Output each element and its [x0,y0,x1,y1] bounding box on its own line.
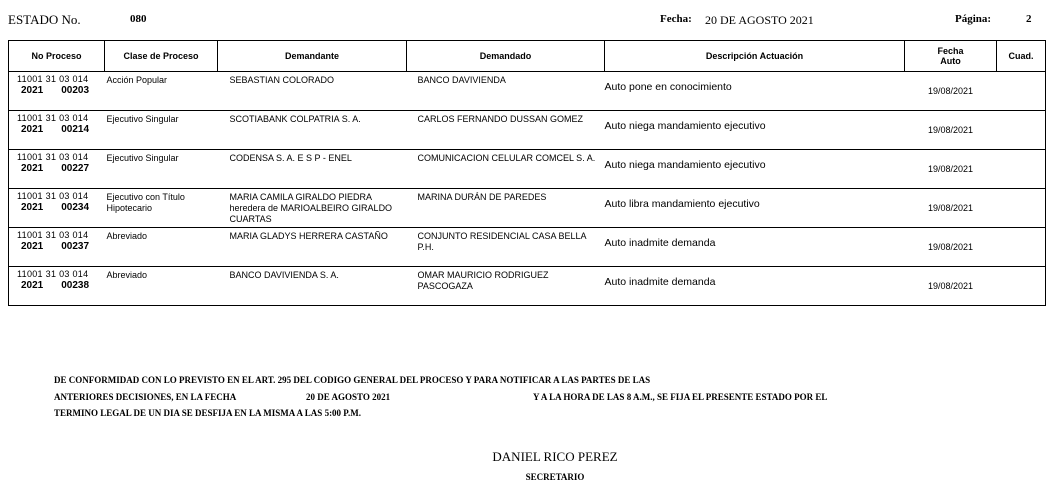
clase-proceso-text: Ejecutivo Singular [106,114,179,124]
descripcion-text: Auto libra mandamiento ejecutivo [604,198,760,210]
proceso-year: 2021 [21,163,44,174]
cell-descripcion [605,267,905,306]
proceso-code: 11001 31 03 014 [17,113,89,123]
footer-line-2-date: 20 DE AGOSTO 2021 [306,392,391,402]
demandante-text: BANCO DAVIVIENDA S. A. [229,270,339,280]
demandante-text: SCOTIABANK COLPATRIA S. A. [229,114,361,124]
cell-demandado [407,150,605,189]
cell-descripcion [605,72,905,111]
demandado-text: CARLOS FERNANDO DUSSAN GOMEZ [417,114,584,124]
col-clase-proceso: Clase de Proceso [105,41,218,72]
table-row [9,150,1046,189]
cell-cuad [997,111,1046,150]
cell-fecha-auto [905,189,997,228]
demandado-text: BANCO DAVIVIENDA [417,75,506,85]
descripcion-text: Auto pone en conocimiento [604,81,732,93]
cuad-text [997,228,1046,242]
proceso-code: 11001 31 03 014 [17,152,89,162]
proceso-code: 11001 31 03 014 [17,269,89,279]
cell-clase-proceso [105,111,218,150]
fecha-label: Fecha: [660,13,692,25]
cell-fecha-auto [905,72,997,111]
demandado-text: MARINA DURÁN DE PAREDES [417,192,547,202]
descripcion-text: Auto inadmite demanda [604,237,716,249]
cell-demandado [407,111,605,150]
table-row [9,111,1046,150]
pagina-label: Página: [955,13,992,25]
table-header-row [9,41,1046,72]
cell-no-proceso [9,228,105,267]
descripcion-text: Auto niega mandamiento ejecutivo [604,120,766,132]
cell-fecha-auto [905,267,997,306]
cell-cuad [997,267,1046,306]
clase-proceso-text: Ejecutivo con Título Hipotecario [106,192,185,213]
proceso-year: 2021 [21,202,44,213]
cell-clase-proceso [105,189,218,228]
clase-proceso-text: Ejecutivo Singular [106,153,179,163]
cuad-text [997,111,1046,125]
cell-fecha-auto [905,111,997,150]
cell-clase-proceso [105,72,218,111]
cell-demandante [218,150,407,189]
fecha-auto-text: 19/08/2021 [927,242,974,252]
proceso-year: 2021 [21,85,44,96]
clase-proceso-text: Acción Popular [106,75,168,85]
table-row [9,72,1046,111]
cell-descripcion [605,150,905,189]
demandante-text: SEBASTIAN COLORADO [229,75,335,85]
cell-demandante [218,267,407,306]
fecha-auto-text: 19/08/2021 [927,281,974,291]
cuad-text [997,267,1046,281]
table-row [9,267,1046,306]
cell-demandado [407,189,605,228]
cell-fecha-auto [905,150,997,189]
estado-label: ESTADO No. [8,12,81,27]
table-row [9,228,1046,267]
proceso-code: 11001 31 03 014 [17,191,89,201]
cell-descripcion [605,111,905,150]
demandado-text: CONJUNTO RESIDENCIAL CASA BELLA P.H. [417,231,587,252]
footer-line-1: DE CONFORMIDAD CON LO PREVISTO EN EL ART. 295 DEL CODIGO GENERAL DEL PROCESO Y PARA NOTIFICAR A LAS PARTES DE LAS [54,375,651,385]
signature-name: DANIEL RICO PEREZ [492,449,618,464]
col-descripcion: Descripción Actuación [605,41,905,72]
fecha-auto-text: 19/08/2021 [927,164,974,174]
proceso-number: 00214 [61,124,90,135]
cell-fecha-auto [905,228,997,267]
cell-no-proceso [9,111,105,150]
cell-cuad [997,150,1046,189]
col-no-proceso: No Proceso [9,41,105,72]
cell-no-proceso [9,150,105,189]
estado-table [8,40,1046,306]
col-fecha-auto [905,41,997,72]
proceso-number: 00237 [61,241,90,252]
proceso-number: 00227 [61,163,90,174]
table-row [9,189,1046,228]
cell-descripcion [605,189,905,228]
cell-cuad [997,72,1046,111]
cell-descripcion [605,228,905,267]
col-demandante: Demandante [218,41,407,72]
demandante-text: MARIA GLADYS HERRERA CASTAÑO [229,231,388,241]
demandado-text: COMUNICACION CELULAR COMCEL S. A. [417,153,596,163]
demandante-text: CODENSA S. A. E S P - ENEL [229,153,352,163]
proceso-year: 2021 [21,124,44,135]
cell-clase-proceso [105,228,218,267]
cell-clase-proceso [105,150,218,189]
cell-demandado [407,228,605,267]
proceso-code: 11001 31 03 014 [17,230,89,240]
descripcion-text: Auto niega mandamiento ejecutivo [604,159,766,171]
proceso-number: 00238 [61,280,90,291]
cell-demandante [218,111,407,150]
fecha-auto-text: 19/08/2021 [927,86,974,96]
fecha-auto-text: 19/08/2021 [927,203,974,213]
demandado-text: OMAR MAURICIO RODRIGUEZ PASCOGAZA [417,270,549,291]
proceso-number: 00203 [61,85,90,96]
cell-cuad [997,228,1046,267]
col-cuad: Cuad. [997,41,1046,72]
footer-line-3: TERMINO LEGAL DE UN DIA SE DESFIJA EN LA MISMA A LAS 5:00 P.M. [54,408,361,418]
proceso-year: 2021 [21,241,44,252]
demandante-text: MARIA CAMILA GIRALDO PIEDRA heredera de MARIOALBEIRO GIRALDO CUARTAS [229,192,393,224]
col-demandado: Demandado [407,41,605,72]
descripcion-text: Auto inadmite demanda [604,276,716,288]
proceso-year: 2021 [21,280,44,291]
pagina-value: 2 [1026,13,1032,25]
proceso-code: 11001 31 03 014 [17,74,89,84]
cell-demandante [218,72,407,111]
cell-no-proceso [9,189,105,228]
cell-demandante [218,189,407,228]
clase-proceso-text: Abreviado [106,231,148,241]
cell-no-proceso [9,267,105,306]
cuad-text [997,150,1046,164]
cell-cuad [997,189,1046,228]
cuad-text [997,72,1046,86]
signature-title: SECRETARIO [525,472,585,482]
cell-no-proceso [9,72,105,111]
cell-demandado [407,72,605,111]
fecha-value: 20 DE AGOSTO 2021 [705,13,814,27]
estado-number: 080 [130,13,147,25]
cell-clase-proceso [105,267,218,306]
col-fecha-auto-line2: Auto [940,56,961,66]
cuad-text [997,189,1046,203]
col-fecha-auto-line1: Fecha [937,46,964,56]
cell-demandado [407,267,605,306]
cell-demandante [218,228,407,267]
footer-line-2-b: Y A LA HORA DE LAS 8 A.M., SE FIJA EL PRESENTE ESTADO POR EL [533,392,828,402]
fecha-auto-text: 19/08/2021 [927,125,974,135]
clase-proceso-text: Abreviado [106,270,148,280]
footer-line-2-a: ANTERIORES DECISIONES, EN LA FECHA [54,392,237,402]
proceso-number: 00234 [61,202,90,213]
